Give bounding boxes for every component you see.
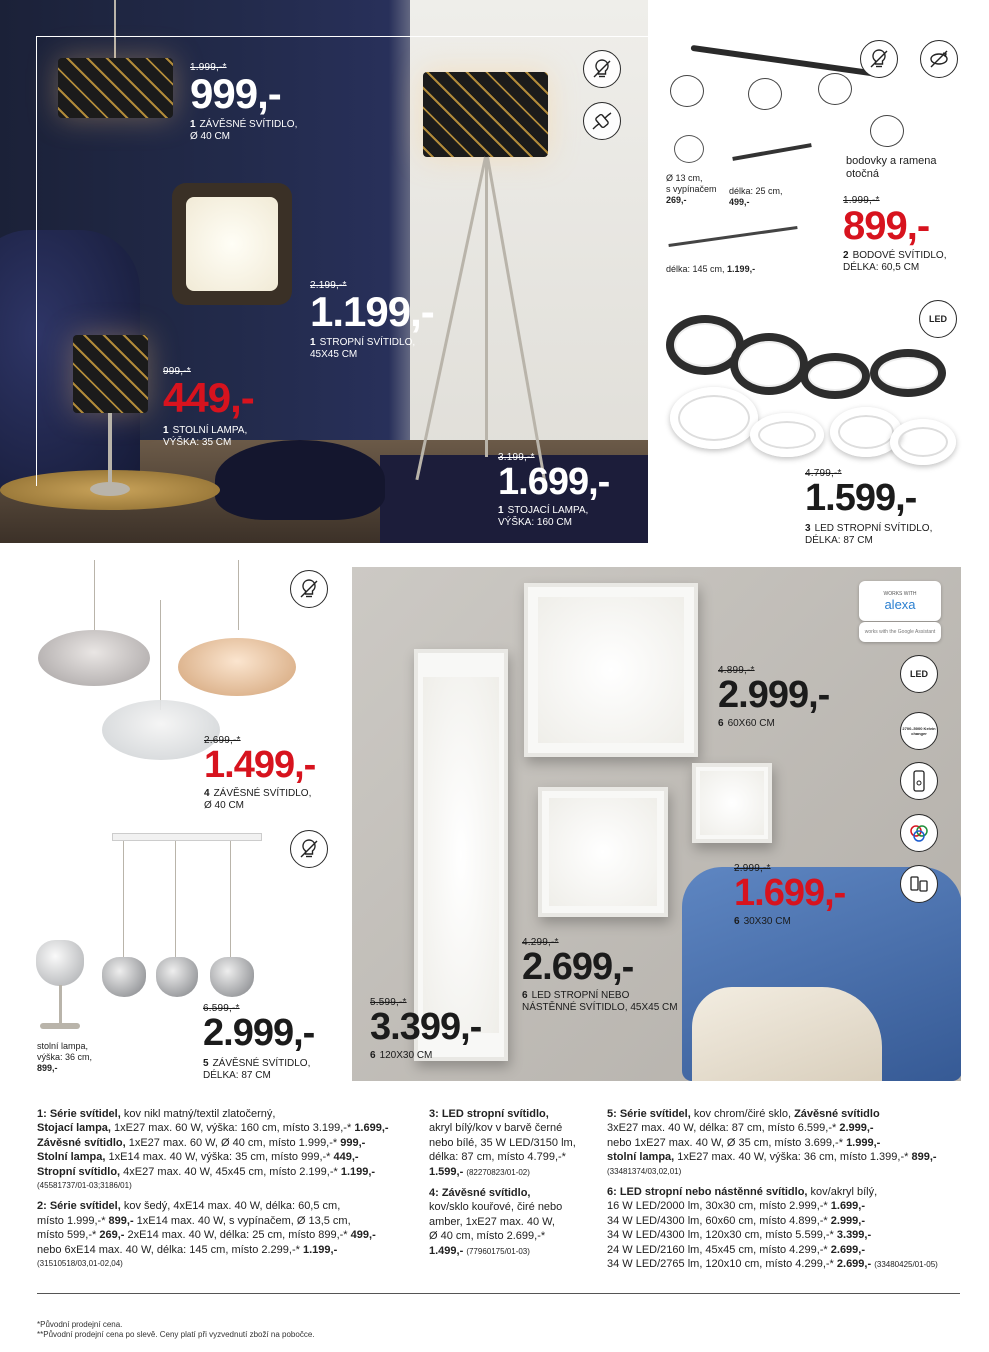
caption-line2: NÁSTĚNNÉ SVÍTIDLO, 45X45 CM <box>522 1002 678 1013</box>
price-block-panel-30 <box>734 863 845 928</box>
price-block-spot <box>843 195 946 274</box>
price: 1.499,- <box>204 744 316 786</box>
panel-30x30 <box>692 763 772 843</box>
caption: 1 STOJACÍ LAMPA, <box>498 505 589 516</box>
caption: 6 120X30 CM <box>370 1050 433 1061</box>
description-col-1: 1: Série svítidel, kov nikl matný/textil zlatočerný, Stojací lampa, 1xE27 max. 60 W, výška: 160 cm, místo 3.199,-* 1.699,- Závěsné svítidlo, 1xE27 max. 60 W, Ø 40 cm, místo 1.999,-* 999,- Stolní lampa, 1xE14 max. 40 W, výška: 35 cm, místo 999,-* 449,- Stropní svítidlo, 4xE27 max. 40 W, 45x45 cm, místo 2.199,-* 1.199,- (45581737/01-03;3186/01) 2: Série svítidel, kov šedý, 4xE14 max. 40 W, délka: 60,5 cm, místo 1.999,-* 899,- 1xE14 max. 40 W, s vypínačem, Ø 13,5 cm, místo 599,-* 269,- 2xE14 max. 40 W, délka: 25 cm, místo 899,-* 499,- nebo 6xE14 max. 40 W, délka: 145 cm, místo 2.299,-* 1.199,- (31510518/03,01-02,04) <box>37 1108 389 1269</box>
remote-control-icon <box>900 762 938 800</box>
google-assistant-badge: works with the Google Assistant <box>859 622 941 642</box>
led-icon: LED <box>919 300 957 338</box>
spot-cage <box>870 115 904 147</box>
price-block-floor-lamp <box>498 452 609 529</box>
old-price: 4.299,-* <box>522 937 559 948</box>
spot-variant-3-text: délka: 145 cm, 1.199,- <box>666 264 756 274</box>
spot-cage <box>748 78 782 110</box>
spot-cage <box>818 73 852 105</box>
frame-line <box>36 36 648 37</box>
price: 2.999,- <box>203 1012 315 1054</box>
table-lamp-variant-text: stolní lampa, výška: 36 cm, 899,- <box>37 1041 93 1073</box>
no-bulb-icon <box>290 830 328 868</box>
price-block-panel-45 <box>522 937 678 1014</box>
caption: 3 LED STROPNÍ SVÍTIDLO, <box>805 523 933 534</box>
floor-lamp-leg <box>485 157 488 457</box>
kelvin-changer-icon: 2700–5000 Kelvin changer <box>900 712 938 750</box>
pendant-lamp-image <box>58 58 173 118</box>
price-block-led-ring <box>805 468 932 547</box>
rotate-icon <box>920 40 958 78</box>
caption-line2: Ø 40 CM <box>204 800 245 811</box>
price: 1.699,- <box>498 461 610 503</box>
price: 1.199,- <box>310 288 434 335</box>
price: 1.599,- <box>805 477 917 519</box>
footnotes: *Původní prodejní cena. **Původní prodejní cena po slevě. Ceny platí při vyzvednutí zboží na pobočce. <box>37 1320 315 1339</box>
caption: 4 ZÁVĚSNÉ SVÍTIDLO, <box>204 788 312 799</box>
no-bulb-icon <box>583 50 621 88</box>
price: 449,- <box>163 374 254 421</box>
caption-line2: Ø 40 CM <box>190 131 231 142</box>
price-block-glass-pendant <box>204 735 315 812</box>
price: 3.399,- <box>370 1006 482 1048</box>
old-price: 1.999,-* <box>843 195 880 206</box>
alexa-badge: WORKS WITH alexa <box>859 581 941 621</box>
caption: 1 STOLNÍ LAMPA, <box>163 425 248 436</box>
caption: 6 60X60 CM <box>718 718 775 729</box>
ceiling-lamp-image <box>172 183 292 305</box>
price-block-panel-120 <box>370 997 481 1062</box>
frame-line <box>36 36 37 486</box>
price: 999,- <box>190 70 281 117</box>
spot-bar <box>691 45 880 77</box>
spot-variant-1-text: Ø 13 cm, s vypínačem 269,- <box>666 173 717 205</box>
table-lamp-base <box>90 482 130 496</box>
price: 1.699,- <box>734 872 846 914</box>
switch-cable-icon <box>583 102 621 140</box>
caption: 6 30X30 CM <box>734 916 791 927</box>
floor-lamp-image <box>423 72 548 157</box>
caption: 1 ZÁVĚSNÉ SVÍTIDLO, <box>190 119 298 130</box>
led-panel-scene <box>352 567 961 1081</box>
description-col-3: 5: Série svítidel, kov chrom/čiré sklo, Závěsné svítidlo 3xE27 max. 40 W, délka: 87 cm, místo 6.599,-* 2.999,- nebo 1xE27 max. 40 W, Ø 35 cm, místo 3.699,-* 1.999,- stolní lampa, 1xE27 max. 40 W, výška: 36 cm, místo 1.399,-* 899,- (33481374/03,02,01) 6: LED stropní nebo nástěnné svítidlo, kov/akryl bílý, 16 W LED/2000 lm, 30x30 cm, místo 2.999,-* 1.699,- 34 W LED/4300 lm, 60x60 cm, místo 4.899,-* 2.999,- 34 W LED/4300 lm, 120x30 cm, místo 5.599,-* 3.399,- 24 W LED/2160 lm, 45x45 cm, místo 4.299,-* 2.699,- 34 W LED/2765 lm, 120x10 cm, místo 4.299,-* 2.699,- (33480425/01-05) <box>607 1108 938 1271</box>
caption: 5 ZÁVĚSNÉ SVÍTIDLO, <box>203 1058 311 1069</box>
spot-variant-2-text: délka: 25 cm, 499,- <box>729 186 783 207</box>
price: 899,- <box>843 204 930 248</box>
old-price: 2.699,-* <box>204 735 241 746</box>
price-block-pendant <box>190 62 297 143</box>
price-block-ceiling <box>310 280 434 361</box>
blanket <box>692 987 882 1081</box>
pendant-cord <box>114 0 116 58</box>
panel-60x60 <box>524 583 698 757</box>
price-block-table-lamp <box>163 366 254 449</box>
table-lamp-stem <box>108 413 112 483</box>
old-price: 4.899,-* <box>718 665 755 676</box>
spot-variant-3-image <box>668 226 797 247</box>
rgb-color-icon <box>900 814 938 852</box>
spot-variant-1-image <box>674 135 704 163</box>
old-price: 2.999,-* <box>734 863 771 874</box>
caption: 1 STROPNÍ SVÍTIDLO, <box>310 337 416 348</box>
caption-line2: VÝŠKA: 35 CM <box>163 437 232 448</box>
panel-45x45 <box>538 787 668 917</box>
no-bulb-icon <box>860 40 898 78</box>
caption-line2: VÝŠKA: 160 CM <box>498 517 572 528</box>
smart-app-icon <box>900 865 938 903</box>
spot-cage <box>670 75 704 107</box>
old-price: 4.799,-* <box>805 468 842 479</box>
old-price: 3.199,-* <box>498 452 535 463</box>
caption-line2: DÉLKA: 60,5 CM <box>843 262 920 273</box>
caption-line2: 45X45 CM <box>310 349 358 360</box>
price: 2.699,- <box>522 946 634 988</box>
table-lamp-image <box>73 335 148 413</box>
old-price: 5.599,-* <box>370 997 407 1008</box>
price-block-chrome-pendant <box>203 1003 314 1082</box>
caption: 6 LED STROPNÍ NEBO <box>522 990 630 1001</box>
caption-line2: DÉLKA: 87 CM <box>203 1070 271 1081</box>
old-price: 6.599,-* <box>203 1003 240 1014</box>
led-ring-lamp-image <box>660 315 960 475</box>
rotate-note: bodovky a ramena otočná <box>846 155 937 180</box>
price-block-panel-60 <box>718 665 829 730</box>
caption: 2 BODOVÉ SVÍTIDLO, <box>843 250 947 261</box>
old-price: 1.999,-* <box>190 62 227 73</box>
spot-variant-2-image <box>732 143 811 161</box>
price: 2.999,- <box>718 674 830 716</box>
living-room-scene <box>0 0 648 543</box>
caption-line2: DÉLKA: 87 CM <box>805 535 873 546</box>
pouf <box>215 440 385 520</box>
led-icon: LED <box>900 655 938 693</box>
footer-divider <box>37 1293 960 1294</box>
description-col-2: 3: LED stropní svítidlo, akryl bílý/kov v barvě černé nebo bílé, 35 W LED/3150 lm, délka: 87 cm, místo 4.799,-* 1.599,- (82270823/01-02) 4: Závěsné svítidlo, kov/sklo kouřové, čiré nebo amber, 1xE27 max. 40 W, Ø 40 cm, místo 2.699,-* 1.499,- (77960175/01-03) <box>429 1108 576 1257</box>
old-price: 999,-* <box>163 366 191 377</box>
old-price: 2.199,-* <box>310 280 347 291</box>
